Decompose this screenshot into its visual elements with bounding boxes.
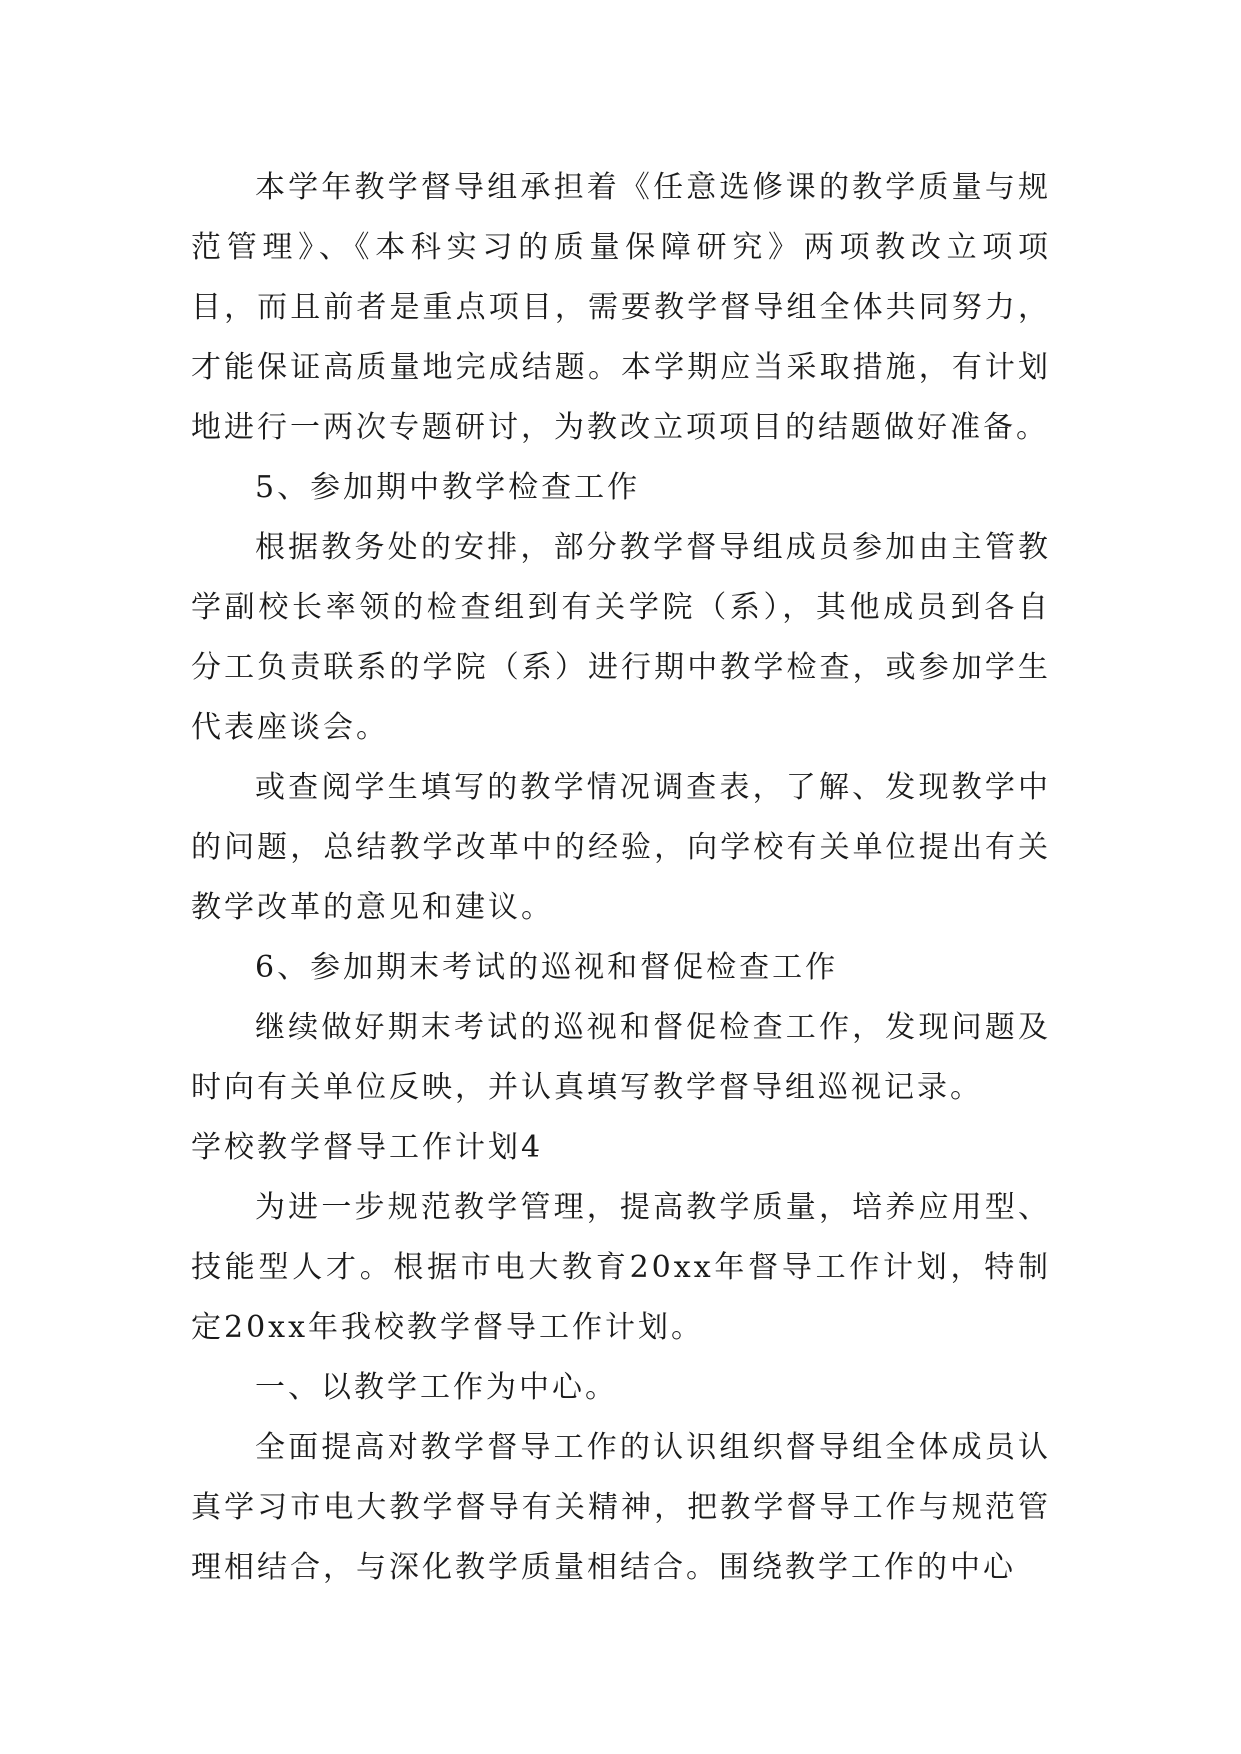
paragraph-teaching-reform-projects: 本学年教学督导组承担着《任意选修课的教学质量与规范管理》、《本科实习的质量保障研究》两项教改立项项目，而且前者是重点项目，需要教学督导组全体共同努力，才能保证高质量地完成结题。本学期应当采取措施，有计划地进行一两次专题研讨，为教改立项项目的结题做好准备。	[191, 170, 1051, 445]
paragraph-teaching-center: 全面提高对教学督导工作的认识组织督导组全体成员认真学习市电大教学督导有关精神，把教学督导工作与规范管理相结合，与深化教学质量相结合。围绕教学工作的中心	[191, 1430, 1051, 1585]
heading-teaching-center: 一、以教学工作为中心。	[255, 1370, 618, 1405]
document-body	[191, 158, 1051, 1598]
heading-final-exam-inspection: 6、参加期末考试的巡视和督促检查工作	[255, 950, 839, 985]
paragraph-final-exam-inspection: 继续做好期末考试的巡视和督促检查工作，发现问题及时向有关单位反映，并认真填写教学督导组巡视记录。	[191, 1010, 1051, 1105]
paragraph-midterm-inspection: 根据教务处的安排，部分教学督导组成员参加由主管教学副校长率领的检查组到有关学院（系），其他成员到各自分工负责联系的学院（系）进行期中教学检查，或参加学生代表座谈会。	[191, 530, 1051, 745]
section-title-plan-4: 学校教学督导工作计划4	[191, 1130, 544, 1165]
paragraph-plan-intro: 为进一步规范教学管理，提高教学质量，培养应用型、技能型人才。根据市电大教育20xx年督导工作计划，特制定20xx年我校教学督导工作计划。	[191, 1190, 1051, 1345]
paragraph-survey-review: 或查阅学生填写的教学情况调查表，了解、发现教学中的问题，总结教学改革中的经验，向学校有关单位提出有关教学改革的意见和建议。	[191, 770, 1051, 925]
heading-midterm-inspection: 5、参加期中教学检查工作	[255, 470, 641, 505]
